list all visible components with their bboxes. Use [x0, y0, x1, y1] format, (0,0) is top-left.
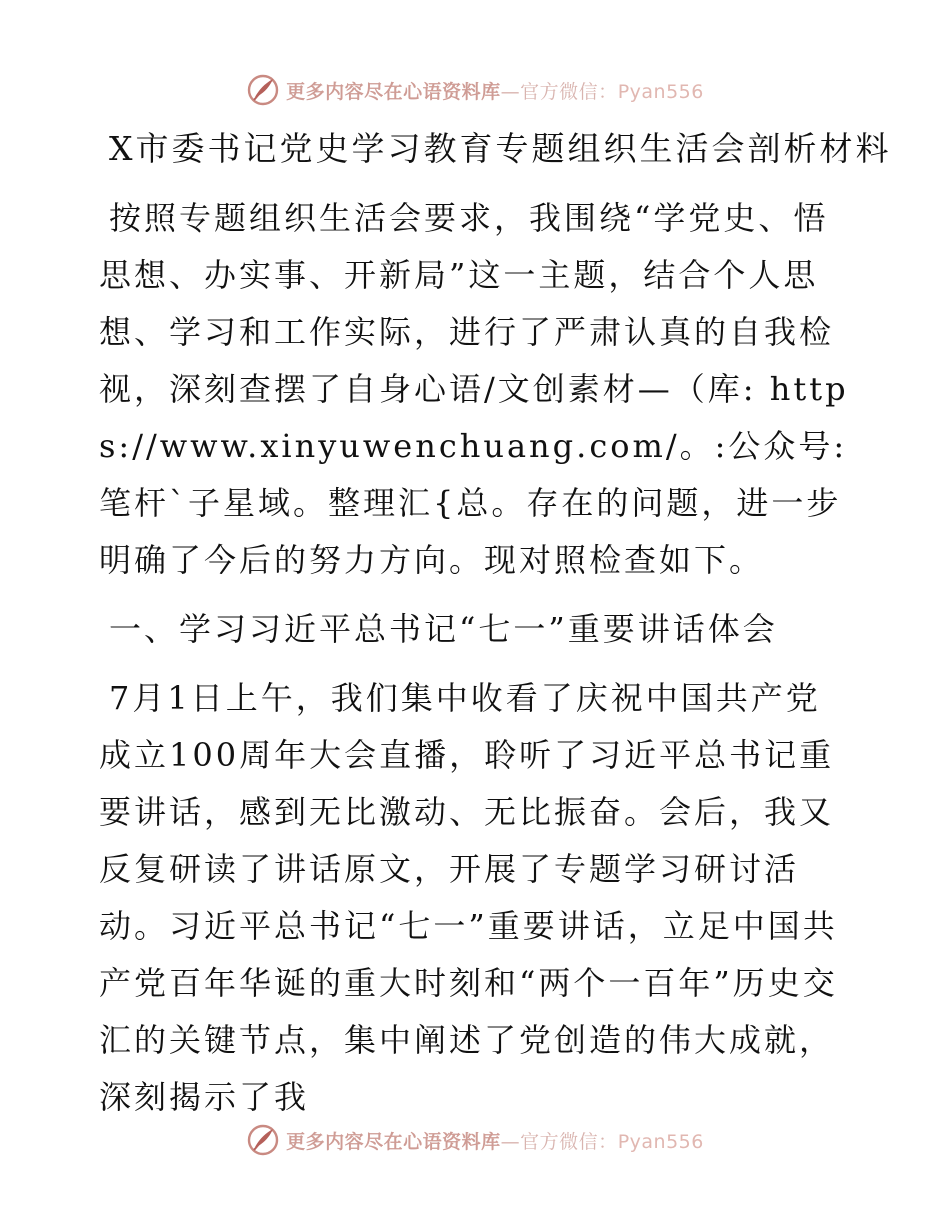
intro-paragraph: 按照专题组织生活会要求，我围绕“学党史、悟思想、办实事、开新局”这一主题，结合个人思想、学习和工作实际，进行了严肃认真的自我检视，深刻查摆了自身心语/文创素材—（库: https://www.xinyuwenchuang.com/。:公众号: 笔杆`子星域。整理汇{总。存在的问题，进一步明确了今后的努力方向。现对照检查如下。 — [99, 199, 849, 579]
watermark-text — [286, 1127, 704, 1154]
document-body — [99, 124, 892, 1126]
header-watermark — [0, 72, 950, 108]
body-paragraph: 7月1日上午，我们集中收看了庆祝中国共产党成立100周年大会直播，聆听了习近平总书记重要讲话，感到无比激动、无比振奋。会后，我又反复研读了讲话原文，开展了专题学习研讨活动。习近平总书记“七一”重要讲话，立足中国共产党百年华诞的重大时刻和“两个一百年”历史交汇的关键节点，集中阐述了党创造的伟大成就，深刻揭示了我 — [99, 679, 838, 1116]
watermark-main-text: 更多内容尽在心语资料库 — [286, 80, 501, 103]
watermark-main-text: 更多内容尽在心语资料库 — [286, 1130, 501, 1153]
section-heading: 一、学习习近平总书记“七一”重要讲话体会 — [109, 610, 778, 648]
footer-watermark — [0, 1122, 950, 1158]
watermark-text — [286, 77, 704, 104]
document-title: X市委书记党史学习教育专题组织生活会剖析材料 — [109, 129, 892, 168]
watermark-separator-text: —官方微信： — [500, 1130, 618, 1153]
watermark-handle-text: Pyan556 — [617, 1130, 704, 1153]
quill-pen-circle-icon — [246, 1123, 280, 1157]
watermark-separator-text: —官方微信： — [500, 80, 618, 103]
watermark-handle-text: Pyan556 — [617, 80, 704, 103]
quill-pen-circle-icon — [246, 73, 280, 107]
